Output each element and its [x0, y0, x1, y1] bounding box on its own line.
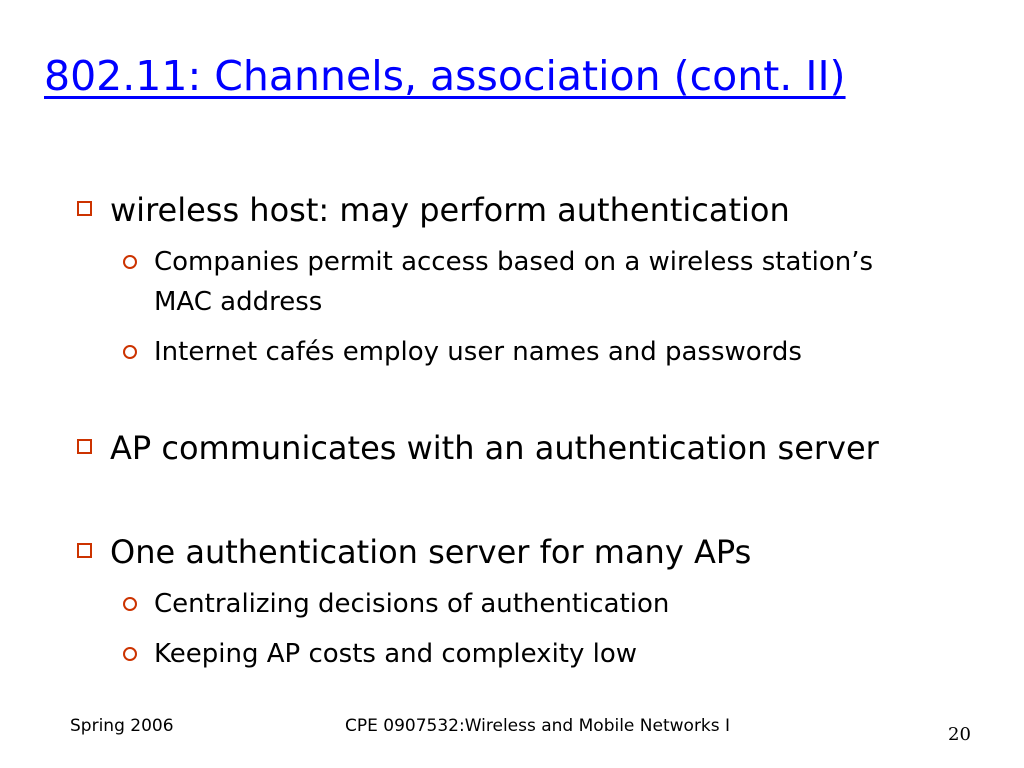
sub-bullet-text: Internet cafés employ user names and passwords [154, 337, 802, 367]
sub-bullet-text: Keeping AP costs and complexity low [154, 639, 638, 669]
sub-bullet-item [154, 634, 914, 674]
square-bullet-icon [77, 201, 92, 216]
circle-bullet-icon [123, 597, 137, 611]
sub-bullet-text: Centralizing decisions of authentication [154, 589, 670, 619]
bullet-text: AP communicates with an authentication server [110, 429, 879, 467]
bullet-item [110, 188, 910, 232]
sub-bullet-item [154, 242, 914, 322]
square-bullet-icon [77, 543, 92, 558]
square-bullet-icon [77, 439, 92, 454]
footer-course: CPE 0907532:Wireless and Mobile Networks I [345, 716, 731, 736]
sub-bullet-text: Companies permit access based on a wireless station’s MAC address [154, 247, 874, 317]
sub-bullet-item [154, 584, 914, 624]
sub-bullet-item [154, 332, 914, 372]
circle-bullet-icon [123, 647, 137, 661]
slide-number: 20 [948, 724, 971, 745]
slide-title: 802.11: Channels, association (cont. II) [44, 52, 846, 100]
bullet-item [110, 530, 910, 574]
circle-bullet-icon [123, 345, 137, 359]
bullet-text: One authentication server for many APs [110, 533, 752, 571]
bullet-text: wireless host: may perform authentication [110, 191, 790, 229]
circle-bullet-icon [123, 255, 137, 269]
bullet-item [110, 426, 910, 470]
footer-date: Spring 2006 [70, 716, 174, 736]
